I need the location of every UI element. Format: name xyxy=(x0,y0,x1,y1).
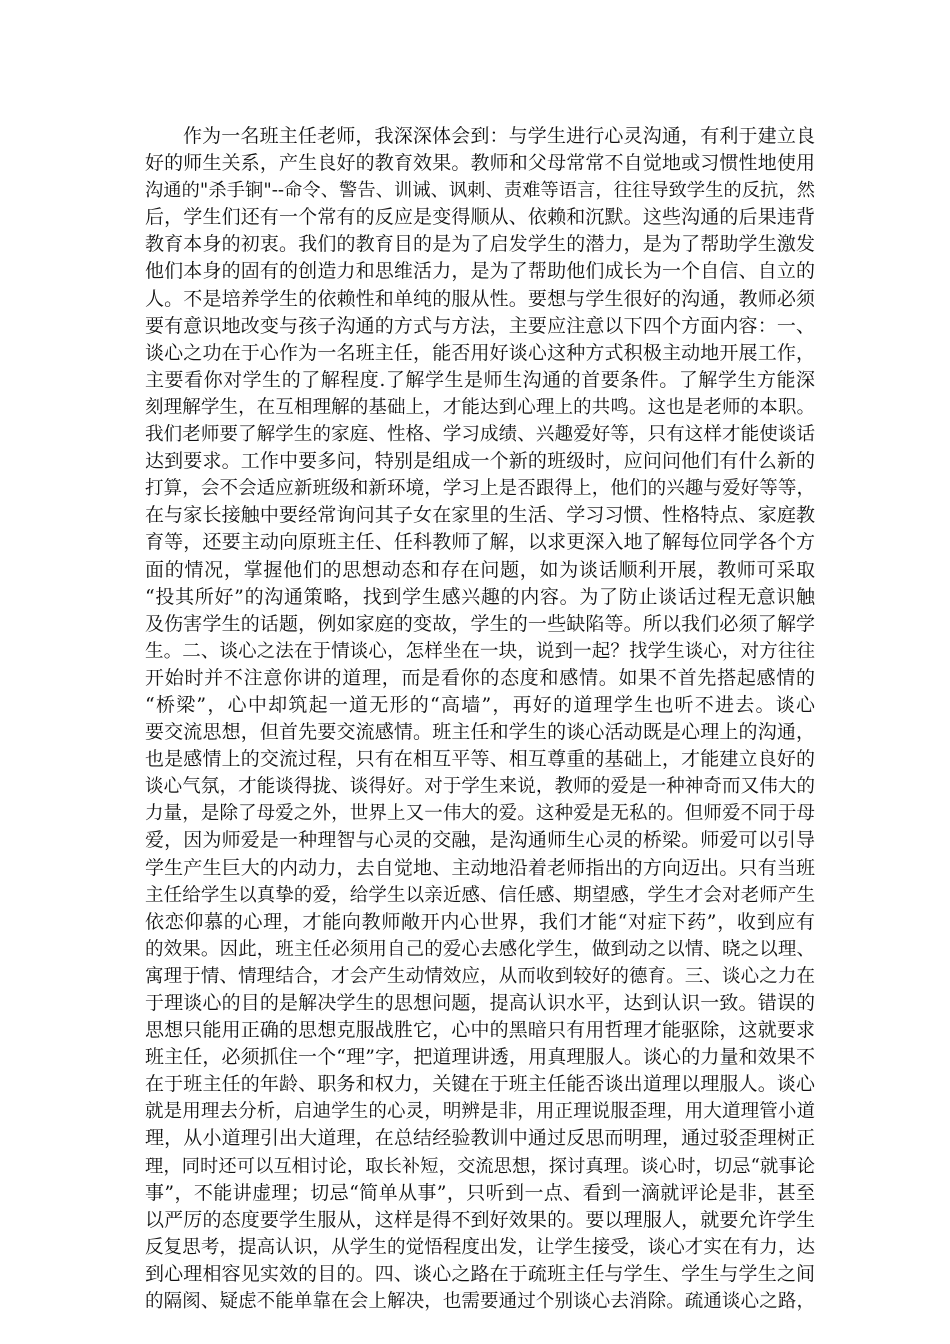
text-line: 事”，不能讲虚理；切忌“简单从事”，只听到一点、看到一滴就评论是非，甚至 xyxy=(145,1181,815,1204)
text-line: 思想只能用正确的思想克服战胜它，心中的黑暗只有用哲理才能驱除，这就要求 xyxy=(145,1019,815,1042)
text-line: 开始时并不注意你讲的道理，而是看你的态度和感情。如果不首先搭起感情的 xyxy=(145,666,815,689)
text-line: 他们本身的固有的创造力和思维活力，是为了帮助他们成长为一个自信、自立的 xyxy=(145,260,815,283)
text-line: 班主任，必须抓住一个“理”字，把道理讲透，用真理服人。谈心的力量和效果不 xyxy=(145,1046,815,1069)
text-line: 作为一名班主任老师，我深深体会到：与学生进行心灵沟通，有利于建立良 xyxy=(183,125,815,147)
text-line: 依恋仰慕的心理，才能向教师敞开内心世界，我们才能“对症下药”，收到应有 xyxy=(145,910,815,933)
text-line: 理，从小道理引出大道理，在总结经验教训中通过反思而明理，通过驳歪理树正 xyxy=(145,1127,815,1150)
text-line: 以严厉的态度要学生服从，这样是得不到好效果的。要以理服人，就要允许学生 xyxy=(145,1208,815,1231)
text-line: 谈心气氛，才能谈得拢、谈得好。对于学生来说，教师的爱是一种神奇而又伟大的 xyxy=(145,776,815,798)
text-line: 理，同时还可以互相讨论，取长补短，交流思想，探讨真理。谈心时，切忌“就事论 xyxy=(145,1155,815,1177)
text-line: 就是用理去分析，启迪学生的心灵，明辨是非，用正理说服歪理，用大道理管小道 xyxy=(145,1101,815,1123)
text-line: 也是感情上的交流过程，只有在相互平等、相互尊重的基础上，才能建立良好的 xyxy=(145,748,815,771)
text-line: 生。二、谈心之法在于情谈心，怎样坐在一块，说到一起？找学生谈心，对方往往 xyxy=(145,640,815,662)
text-line: 寓理于情、情理结合，才会产生动情效应，从而收到较好的德育。三、谈心之力在 xyxy=(145,965,815,987)
text-line: 到心理相容见实效的目的。四、谈心之路在于疏班主任与学生、学生与学生之间 xyxy=(145,1262,815,1285)
text-line: 育等，还要主动向原班主任、任科教师了解，以求更深入地了解每位同学各个方 xyxy=(145,531,815,554)
text-line: 要有意识地改变与孩子沟通的方式与方法，主要应注意以下四个方面内容：一、 xyxy=(145,314,815,337)
text-line: 达到要求。工作中要多问，特别是组成一个新的班级时，应问问他们有什么新的 xyxy=(145,450,815,473)
text-line: 于理谈心的目的是解决学生的思想问题，提高认识水平，达到认识一致。错误的 xyxy=(145,992,815,1014)
text-line: 主要看你对学生的了解程度.了解学生是师生沟通的首要条件。了解学生方能深 xyxy=(145,368,815,391)
text-line: 面的情况，掌握他们的思想动态和存在问题，如为谈话顺利开展，教师可采取 xyxy=(145,558,815,581)
text-line: 反复思考，提高认识，从学生的觉悟程度出发，让学生接受，谈心才实在有力，达 xyxy=(145,1236,815,1258)
text-line: 沟通的"杀手锏"--命令、警告、训诫、讽刺、责难等语言，往往导致学生的反抗，然 xyxy=(145,180,815,202)
text-line: 好的师生关系，产生良好的教育效果。教师和父母常常不自觉地或习惯性地使用 xyxy=(145,152,815,175)
text-line: 力量，是除了母爱之外，世界上又一伟大的爱。这种爱是无私的。但师爱不同于母 xyxy=(145,803,815,825)
text-line: 我们老师要了解学生的家庭、性格、学习成绩、兴趣爱好等，只有这样才能使谈话 xyxy=(145,424,815,446)
text-line: “投其所好”的沟通策略，找到学生感兴趣的内容。为了防止谈话过程无意识触 xyxy=(145,585,815,608)
text-line: 人。不是培养学生的依赖性和单纯的服从性。要想与学生很好的沟通，教师必须 xyxy=(145,287,815,310)
text-line: 刻理解学生，在互相理解的基础上，才能达到心理上的共鸣。这也是老师的本职。 xyxy=(145,396,815,418)
body-paragraph xyxy=(145,123,815,1315)
text-line: 教育本身的初衷。我们的教育目的是为了启发学生的潜力，是为了帮助学生激发 xyxy=(145,233,815,256)
text-line: 主任给学生以真挚的爱，给学生以亲近感、信任感、期望感，学生才会对老师产生 xyxy=(145,884,815,906)
text-line: 爱，因为师爱是一种理智与心灵的交融，是沟通师生心灵的桥梁。师爱可以引导 xyxy=(145,829,815,852)
text-line: 在与家长接触中要经常询问其子女在家里的生活、学习习惯、性格特点、家庭教 xyxy=(145,504,815,527)
text-line: 要交流思想，但首先要交流感情。班主任和学生的谈心活动既是心理上的沟通， xyxy=(145,721,815,744)
text-line: “桥梁”，心中却筑起一道无形的“高墙”，再好的道理学生也听不进去。谈心 xyxy=(145,693,815,716)
text-line: 的效果。因此，班主任必须用自己的爱心去感化学生，做到动之以情、晓之以理、 xyxy=(145,938,815,960)
text-line: 在于班主任的年龄、职务和权力，关键在于班主任能否谈出道理以理服人。谈心 xyxy=(145,1073,815,1096)
text-line: 学生产生巨大的内动力，去自觉地、主动地沿着老师指出的方向迈出。只有当班 xyxy=(145,856,815,879)
text-line: 谈心之功在于心作为一名班主任，能否用好谈心这种方式积极主动地开展工作， xyxy=(145,341,815,364)
text-line: 及伤害学生的话题，例如家庭的变故，学生的一些缺陷等。所以我们必须了解学 xyxy=(145,612,815,635)
text-line: 后，学生们还有一个常有的反应是变得顺从、依赖和沉默。这些沟通的后果违背 xyxy=(145,206,815,229)
text-line: 的隔阂、疑虑不能单靠在会上解决，也需要通过个别谈心去消除。疏通谈心之路， xyxy=(145,1291,815,1313)
text-line: 打算，会不会适应新班级和新环境，学习上是否跟得上，他们的兴趣与爱好等等， xyxy=(145,478,815,500)
